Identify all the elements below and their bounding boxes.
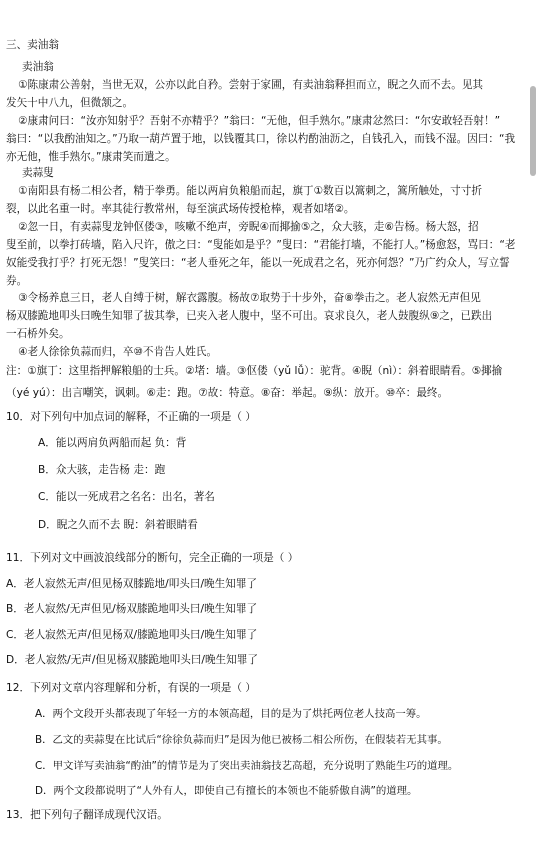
passage-b-line: ①南阳县有杨二相公者，精于拳勇。能以两肩负粮船而起，旗丁①数百以篙刺之，篙所触处，寸寸折 (18, 185, 482, 197)
passage-a-line: 发矢十中八九，但微颔之。 (6, 97, 134, 109)
question-12-option-d: D．两个文段都说明了“人外有人，即使自己有擅长的本领也不能骄傲自满”的道理。 (35, 785, 418, 797)
question-11-option-a: A．老人寂然无声/但见杨双膝跪地/叩头曰/晚生知罪了 (6, 578, 258, 590)
question-12-option-a: A．两个文段开头都表现了年轻一方的本领高超，目的是为了烘托两位老人技高一筹。 (35, 708, 427, 720)
question-12-stem: 12．下列对文章内容理解和分析，有误的一项是（ ） (6, 682, 256, 694)
passage-b-line: ④老人徐徐负蒜而归，卒⑩不肯告人姓氏。 (18, 346, 218, 358)
question-13-stem: 13．把下列句子翻译成现代汉语。 (6, 809, 168, 821)
passage-b-title: 卖蒜叟 (22, 167, 54, 179)
question-10-stem: 10．对下列句中加点词的解释，不正确的一项是（ ） (6, 411, 256, 423)
passage-b-line: 叟至前，以拳打砖墙，陷入尺许，傲之曰：“叟能如是乎？”叟曰：“君能打墙，不能打人。”杨愈怒，骂曰：“老 (6, 239, 516, 251)
question-10-option-c: C．能以一死成君之名名：出名，著名 (38, 491, 215, 503)
passage-a-line: 翁曰：“以我酌油知之。”乃取一葫芦置于地，以钱覆其口，徐以杓酌油沥之，自钱孔入，而钱不湿。因曰：“我 (6, 133, 516, 145)
vertical-scrollbar[interactable] (530, 86, 536, 176)
question-12-option-b: B．乙文的卖蒜叟在比试后“徐徐负蒜而归”是因为他已被杨二相公所伤，在假装若无其事。 (35, 734, 448, 746)
passage-b-line: 奴能受我打乎？打死无怨！”叟笑曰：“老人垂死之年，能以一死成君之名，死亦何怨？”乃广约众人，写立誓 (6, 257, 510, 269)
question-11-option-b: B．老人寂然/无声但见/杨双膝跪地叩头曰/晚生知罪了 (6, 603, 258, 615)
passage-a-line: ②康肃问曰：“汝亦知射乎？吾射不亦精乎？”翁曰：“无他，但手熟尔。”康肃忿然曰：“尔安敢轻吾射！” (18, 115, 501, 127)
question-10-option-b: B．众大骇，走告杨 走：跑 (38, 464, 166, 476)
notes-line: （yé yú）：出言嘲笑，讽刺。⑥走：跑。⑦故：特意。⑧奋：举起。⑨纵：放开。⑩卒：最终。 (6, 387, 449, 399)
section-title: 三、卖油翁 (6, 39, 59, 51)
passage-b-line: 一石桥外矣。 (6, 328, 70, 340)
passage-b-line: 杨双膝跪地叩头曰晚生知罪了拔其拳，已夹入老人腹中，坚不可出。哀求良久，老人鼓腹纵⑨之，已跌出 (6, 310, 493, 322)
passage-a-title: 卖油翁 (22, 61, 54, 73)
question-11-stem: 11．下列对文中画波浪线部分的断句，完全正确的一项是（ ） (6, 552, 299, 564)
question-10-option-a: A．能以两肩负两船而起 负：背 (38, 437, 187, 449)
passage-a-line: 亦无他，惟手熟尔。”康肃笑而遣之。 (6, 151, 176, 163)
question-10-option-d: D．睨之久而不去 睨：斜着眼睛看 (38, 519, 198, 531)
notes-line: 注：①旗丁：这里指押解粮船的士兵。②堵：墙。③伛偻（yǔ lǚ）：驼背。④睨（nì）：斜着眼睛看。⑤揶揄 (6, 365, 503, 377)
question-12-option-c: C．甲文详写卖油翁“酌油”的情节是为了突出卖油翁技艺高超，充分说明了熟能生巧的道理。 (35, 760, 459, 772)
question-11-option-d: D．老人寂然/无声/但见杨双膝跪地叩头曰/晚生知罪了 (6, 654, 258, 666)
passage-b-line: ②忽一日，有卖蒜叟龙钟伛偻③，咳嗽不绝声，旁睨④而揶揄⑤之，众大骇，走⑥告杨。杨大怒，招 (18, 221, 479, 233)
passage-b-line: 券。 (6, 275, 28, 287)
passage-b-line: 裂，以此名重一时。率其徒行教常州，每至演武场传授枪棒，观者如堵②。 (6, 203, 355, 215)
passage-b-line: ③令杨养息三日，老人自缚于树，解衣露腹。杨故⑦取势于十步外，奋⑧拳击之。老人寂然无声但见 (18, 292, 481, 304)
question-11-option-c: C．老人寂然无声/但见杨双/膝跪地叩头曰/晚生知罪了 (6, 629, 258, 641)
passage-a-line: ①陈康肃公善射，当世无双，公亦以此自矜。尝射于家圃，有卖油翁释担而立，睨之久而不去。见其 (18, 79, 484, 91)
